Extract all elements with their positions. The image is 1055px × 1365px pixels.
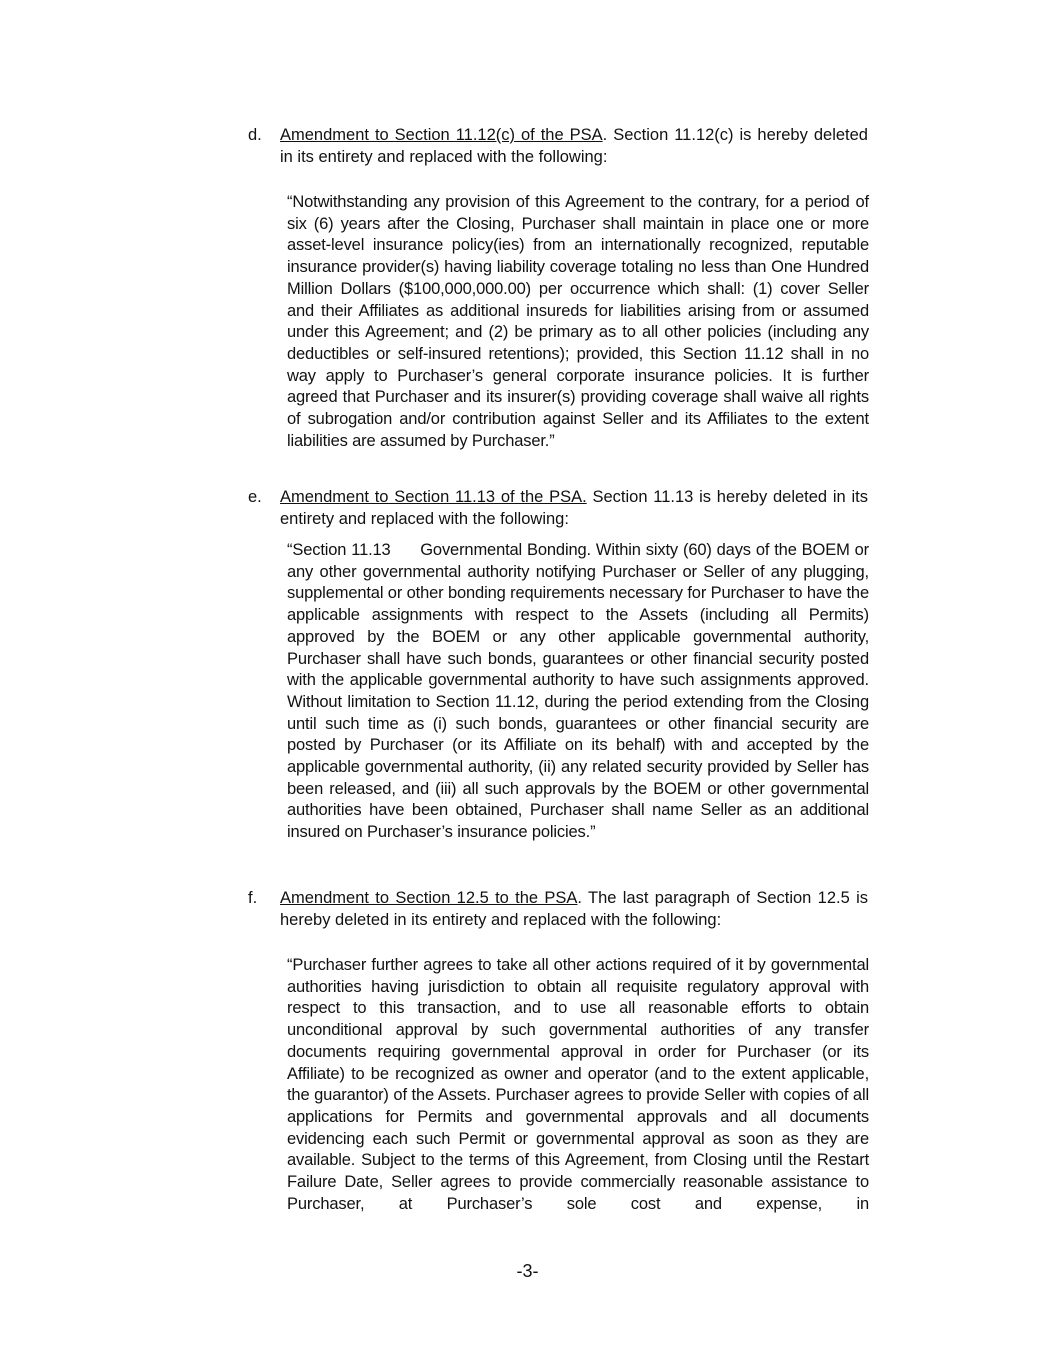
section-e-quote: “Section 11.13 Governmental Bonding. Within sixty (60) days of the BOEM or any other governmental authority notifying Purchaser or Seller of any plugging, supplemental or other bonding requirements necessary for Purchaser to have the applicable assignments with respect to the Assets (including all Permits) approved by the BOEM or any other applicable governmental authority, Purchaser shall have such bonds, guarantees or other financial security posted with the applicable governmental authority to have such assignments approved. Without limitation to Section 11.12, during the period extending from the Closing until such time as (i) such bonds, guarantees or other financial security are posted by Purchaser (or its Affiliate on its behalf) with and accepted by the applicable governmental authority, (ii) any related security provided by Seller has been released, and (iii) all such approvals by the BOEM or other governmental authorities have been obtained, Purchaser shall name Seller as an additional insured on Purchaser’s insurance policies.” (287, 541, 874, 842)
section-f-intro-paragraph (280, 887, 868, 931)
section-f-heading: Amendment to Section 12.5 to the PSA (280, 889, 578, 907)
section-d-intro-paragraph (280, 124, 868, 168)
section-e-intro: Section 11.13 is hereby deleted in its entirety and replaced with the following: (280, 488, 868, 528)
section-d-quote: “Notwithstanding any provision of this Agreement to the contrary, for a period of six (6) years after the Closing, Purchaser shall maintain in place one or more asset-level insurance policy(ies) from an internationally recognized, reputable insurance provider(s) having liability coverage totaling no less than One Hundred Million Dollars ($100,000,000.00) per occurrence which shall: (1) cover Seller and their Affiliates as additional insureds for liabilities arising from or assumed under this Agreement; and (2) be primary as to all other policies (including any deductibles or self-insured retentions); provided, this Section 11.12 shall in no way apply to Purchaser’s general corporate insurance policies. It is further agreed that Purchaser and its insurer(s) providing coverage shall waive all rights of subrogation and/or contribution against Seller and its Affiliates to the extent liabilities are assumed by Purchaser.” (287, 193, 869, 450)
section-e-letter: e. (248, 488, 262, 506)
section-f-letter: f. (248, 889, 258, 907)
section-d (248, 124, 868, 168)
section-d-intro: . Section 11.12(c) is hereby deleted in its entirety and replaced with the following: (280, 126, 868, 166)
section-e (248, 486, 868, 530)
section-f (248, 887, 868, 931)
section-f-intro: . The last paragraph of Section 12.5 is hereby deleted in its entirety and replaced with the following: (280, 889, 868, 929)
section-f-quote: “Purchaser further agrees to take all other actions required of it by governmental authorities having jurisdiction to obtain all requisite regulatory approval with respect to this transaction, and to use all reasonable efforts to obtain unconditional approval by such governmental authorities of any transfer documents requiring governmental approval in order for Purchaser (or its Affiliate) to be recognized as owner and operator (and to the extent applicable, the guarantor) of the Assets. Purchaser agrees to provide Seller with copies of all applications for Permits and governmental approvals and all documents evidencing each such Permit or governmental approval as soon as they are available. Subject to the terms of this Agreement, from Closing until the Restart Failure Date, Seller agrees to provide commercially reasonable assistance to Purchaser, at Purchaser’s sole cost and expense, in (287, 956, 869, 1213)
section-e-intro-paragraph (280, 486, 868, 530)
page-number: -3- (516, 1261, 539, 1281)
section-e-heading: Amendment to Section 11.13 of the PSA. (280, 488, 587, 506)
section-d-heading: Amendment to Section 11.12(c) of the PSA (280, 126, 603, 144)
section-d-letter: d. (248, 126, 262, 144)
